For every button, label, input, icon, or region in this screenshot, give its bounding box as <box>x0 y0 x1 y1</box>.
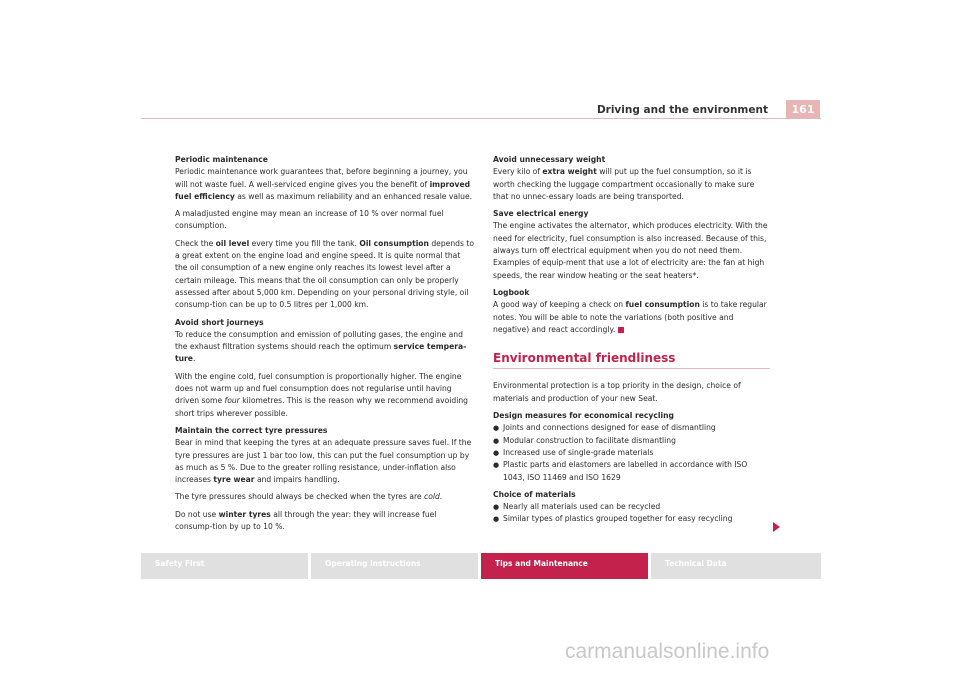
list-item: ● Modular construction to facilitate dismantling <box>493 435 770 447</box>
paragraph <box>175 371 475 420</box>
list-item: ● Nearly all materials used can be recycled <box>493 501 770 513</box>
paragraph <box>175 238 475 312</box>
emphasis: service tempera-ture <box>175 342 467 364</box>
text: To reduce the consumption and emission of polluting gases, the engine and the exhaust filtration systems should reach the optimum <box>175 329 463 352</box>
nav-tab-technical-data[interactable] <box>651 553 821 579</box>
watermark: carmanualsonline.info <box>565 640 770 663</box>
heading-logbook: Logbook <box>493 287 530 297</box>
left-column <box>175 154 475 538</box>
emphasis: improved fuel efficiency <box>175 179 471 201</box>
paragraph <box>175 509 475 534</box>
list-item: ● Plastic parts and elastomers are labelled in accordance with ISO 1043, ISO 11469 and ISO 1629 <box>493 459 770 484</box>
list-item: ● Similar types of plastics grouped together for easy recycling <box>493 513 770 525</box>
emphasis: oil level <box>215 238 250 248</box>
text: Periodic maintenance work guarantees that, before beginning a journey, you will not waste fuel. A well-serviced engine gives you the benefit of <box>175 167 468 189</box>
text: . <box>439 492 443 502</box>
heading-recycling: Design measures for economical recycling <box>493 411 674 421</box>
text: depends to a great extent on the engine load and engine speed. It is quite normal that the oil consumption of a new engine only reaches its lowest level after a certain mileage. This means that the oil consumption can only be properly assessed after about 5,000 km. Depending on your personal driving style, oil consump-tion can be up to 0.5 litres per 1,000 km. <box>175 238 474 310</box>
nav-tab-label: Tips and Maintenance <box>495 559 588 568</box>
heading-periodic-maintenance: Periodic maintenance <box>175 155 268 164</box>
paragraph <box>175 166 475 203</box>
text: The tyre pressures should always be checked when the tyres are <box>175 492 425 502</box>
emphasis: Oil consumption <box>359 238 429 248</box>
text: is to take regular notes. You will be able to note the variations (both positive and negative) and react accordingly. <box>493 300 767 334</box>
section-title: Environmental friendliness <box>493 351 676 366</box>
heading-avoid-weight: Avoid unnecessary weight <box>493 155 606 164</box>
text: all through the year: they will increase fuel consump-tion by up to 10 %. <box>175 509 437 532</box>
bullet-list-materials <box>493 501 770 526</box>
text: A good way of keeping a check on <box>493 300 626 310</box>
emphasis-italic: cold <box>424 492 440 502</box>
text: Bear in mind that keeping the tyres at an adequate pressure saves fuel. If the tyre pressures are just 1 bar too low, this can put the fuel consumption up by as much as 5 %. Due to the greater rolling resistance, under-inflation also increases <box>175 438 472 485</box>
text: . <box>192 354 196 364</box>
text: as well as maximum reliability and an enhanced resale value. <box>234 191 473 201</box>
paragraph: A maladjusted engine may mean an increase of 10 % over normal fuel consumption. <box>175 209 444 231</box>
nav-tab-label: Operating instructions <box>325 559 421 568</box>
list-item: ● Joints and connections designed for ease of dismantling <box>493 422 770 434</box>
paragraph <box>175 437 475 486</box>
header-rule <box>141 118 821 119</box>
heading-materials: Choice of materials <box>493 489 576 499</box>
text: will put up the fuel consumption, so it is worth checking the luggage compartment occasionally to make sure that no unnec-essary loads are being transported. <box>493 167 755 201</box>
paragraph: Environmental protection is a top priority in the design, choice of materials and production of your new Seat. <box>493 381 741 403</box>
text: Do not use <box>175 509 219 519</box>
header-title: Driving and the environment <box>596 104 768 116</box>
emphasis: winter tyres <box>218 509 271 519</box>
emphasis: extra weight <box>542 167 597 177</box>
heading-avoid-short-journeys: Avoid short journeys <box>175 317 264 327</box>
text: Every kilo of <box>493 167 543 177</box>
nav-tab-label: Safety First <box>155 559 205 568</box>
paragraph: The engine activates the alternator, which produces electricity. With the need for electricity, fuel consumption is also increased. Because of this, always turn off electrical equipment when you do not need them. Examples of equip-ment that use a lot of electricity are: the fan at high speeds, the rear window heating or the seat heaters*. <box>493 221 768 280</box>
text: With the engine cold, fuel consumption is proportionally higher. The engine does not warm up and fuel consumption does not regularise until having driven some <box>175 371 462 406</box>
right-column <box>493 154 770 531</box>
nav-tab-safety-first[interactable] <box>141 553 308 579</box>
text: and impairs handling. <box>254 475 340 485</box>
emphasis: tyre wear <box>213 475 255 485</box>
page-number: 161 <box>786 100 820 119</box>
heading-save-energy: Save electrical energy <box>493 209 589 219</box>
nav-tab-label: Technical Data <box>665 559 727 568</box>
heading-tyre-pressures: Maintain the correct tyre pressures <box>175 425 328 435</box>
text: kilometres. This is the reason why we recommend avoiding short trips wherever possible. <box>175 396 468 418</box>
bullet-list-design <box>493 422 770 483</box>
emphasis-italic: four <box>224 396 240 406</box>
paragraph <box>493 299 770 336</box>
end-of-section-icon <box>618 327 624 333</box>
text: Check the <box>175 238 216 248</box>
paragraph <box>175 329 475 366</box>
next-page-arrow-icon[interactable] <box>773 522 780 532</box>
list-item: ● Increased use of single-grade materials <box>493 447 770 459</box>
nav-tab-operating-instructions[interactable] <box>311 553 478 579</box>
paragraph <box>493 166 770 203</box>
text: every time you fill the tank. <box>249 238 360 248</box>
nav-tab-tips-maintenance[interactable] <box>481 553 648 579</box>
section-rule <box>493 368 770 369</box>
paragraph <box>175 491 475 503</box>
emphasis: fuel consumption <box>625 300 700 310</box>
